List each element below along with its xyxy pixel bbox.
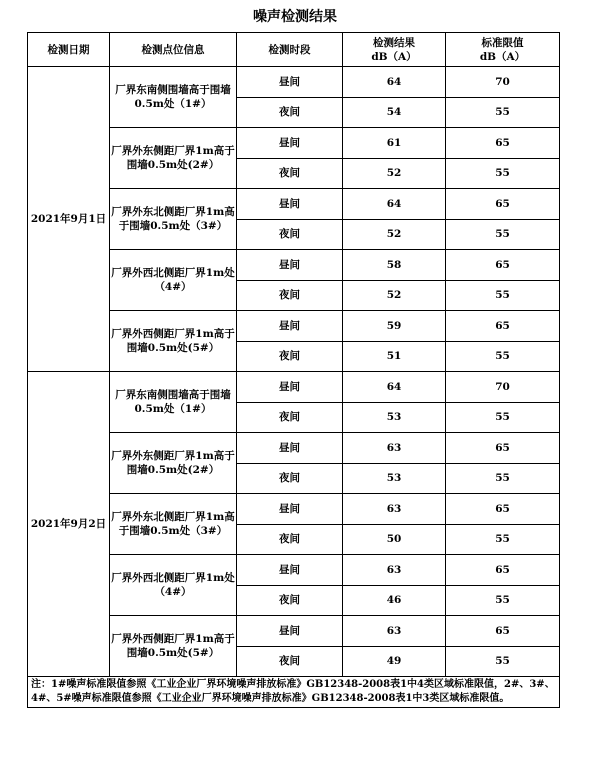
limit-cell: 70 <box>446 67 560 98</box>
location-cell: 厂界外东北侧距厂界1m高于围墙0.5m处（3#） <box>110 189 237 250</box>
table-row <box>28 67 560 98</box>
period-cell: 昼间 <box>237 372 343 403</box>
period-cell: 夜间 <box>237 97 343 128</box>
limit-cell: 55 <box>446 219 560 250</box>
period-cell: 夜间 <box>237 280 343 311</box>
date-cell: 2021年9月1日 <box>28 67 110 372</box>
result-cell: 49 <box>343 646 446 677</box>
header-period: 检测时段 <box>237 33 343 67</box>
header-location: 检测点位信息 <box>110 33 237 67</box>
result-cell: 52 <box>343 158 446 189</box>
period-cell: 昼间 <box>237 128 343 159</box>
location-cell: 厂界东南侧围墙高于围墙0.5m处（1#） <box>110 67 237 128</box>
result-cell: 52 <box>343 280 446 311</box>
result-cell: 53 <box>343 463 446 494</box>
period-cell: 昼间 <box>237 311 343 342</box>
location-cell: 厂界外东侧距厂界1m高于围墙0.5m处(2#） <box>110 433 237 494</box>
period-cell: 夜间 <box>237 219 343 250</box>
header-result-unit: dB（A） <box>371 50 417 63</box>
result-cell: 58 <box>343 250 446 281</box>
header-limit <box>446 33 560 67</box>
header-date: 检测日期 <box>28 33 110 67</box>
location-cell: 厂界外西北侧距厂界1m处（4#） <box>110 555 237 616</box>
period-cell: 昼间 <box>237 433 343 464</box>
limit-cell: 70 <box>446 372 560 403</box>
header-limit-unit: dB（A） <box>479 50 526 63</box>
limit-cell: 65 <box>446 128 560 159</box>
limit-cell: 55 <box>446 280 560 311</box>
result-cell: 51 <box>343 341 446 372</box>
result-cell: 63 <box>343 494 446 525</box>
result-cell: 46 <box>343 585 446 616</box>
result-cell: 61 <box>343 128 446 159</box>
result-cell: 63 <box>343 555 446 586</box>
limit-cell: 55 <box>446 585 560 616</box>
period-cell: 夜间 <box>237 463 343 494</box>
period-cell: 昼间 <box>237 494 343 525</box>
result-cell: 64 <box>343 67 446 98</box>
result-cell: 53 <box>343 402 446 433</box>
location-cell: 厂界外西侧距厂界1m高于围墙0.5m处(5#） <box>110 616 237 677</box>
result-cell: 52 <box>343 219 446 250</box>
result-cell: 63 <box>343 433 446 464</box>
period-cell: 昼间 <box>237 616 343 647</box>
limit-cell: 55 <box>446 341 560 372</box>
limit-cell: 65 <box>446 189 560 220</box>
period-cell: 夜间 <box>237 524 343 555</box>
limit-cell: 55 <box>446 158 560 189</box>
table-row <box>28 372 560 403</box>
limit-cell: 65 <box>446 494 560 525</box>
limit-cell: 55 <box>446 97 560 128</box>
result-cell: 59 <box>343 311 446 342</box>
limit-cell: 55 <box>446 646 560 677</box>
location-cell: 厂界外东北侧距厂界1m高于围墙0.5m处（3#） <box>110 494 237 555</box>
period-cell: 昼间 <box>237 189 343 220</box>
table-body <box>28 67 560 677</box>
result-cell: 64 <box>343 372 446 403</box>
header-result-label: 检测结果 <box>373 36 415 49</box>
location-cell: 厂界外东侧距厂界1m高于围墙0.5m处(2#） <box>110 128 237 189</box>
limit-cell: 65 <box>446 250 560 281</box>
period-cell: 昼间 <box>237 250 343 281</box>
noise-results-table <box>27 32 560 708</box>
header-row <box>28 33 560 67</box>
result-cell: 63 <box>343 616 446 647</box>
location-cell: 厂界外西北侧距厂界1m处（4#） <box>110 250 237 311</box>
result-cell: 50 <box>343 524 446 555</box>
period-cell: 昼间 <box>237 555 343 586</box>
page-title: 噪声检测结果 <box>253 9 337 25</box>
limit-cell: 65 <box>446 311 560 342</box>
footnote: 注：1#噪声标准限值参照《工业企业厂界环境噪声排放标准》GB12348-2008表1中4类区域标准限值，2#、3#、4#、5#噪声标准限值参照《工业企业厂界环境噪声排放标准》GB12348-2008表1中3类区域标准限值。 <box>28 677 560 708</box>
location-cell: 厂界外西侧距厂界1m高于围墙0.5m处(5#） <box>110 311 237 372</box>
limit-cell: 55 <box>446 402 560 433</box>
period-cell: 夜间 <box>237 646 343 677</box>
limit-cell: 65 <box>446 433 560 464</box>
result-cell: 64 <box>343 189 446 220</box>
period-cell: 夜间 <box>237 585 343 616</box>
location-cell: 厂界东南侧围墙高于围墙0.5m处（1#） <box>110 372 237 433</box>
limit-cell: 65 <box>446 555 560 586</box>
date-cell: 2021年9月2日 <box>28 372 110 677</box>
header-result <box>343 33 446 67</box>
result-cell: 54 <box>343 97 446 128</box>
period-cell: 昼间 <box>237 67 343 98</box>
period-cell: 夜间 <box>237 402 343 433</box>
limit-cell: 55 <box>446 463 560 494</box>
period-cell: 夜间 <box>237 158 343 189</box>
header-limit-label: 标准限值 <box>481 36 524 49</box>
limit-cell: 55 <box>446 524 560 555</box>
limit-cell: 65 <box>446 616 560 647</box>
note-row <box>28 677 560 708</box>
period-cell: 夜间 <box>237 341 343 372</box>
